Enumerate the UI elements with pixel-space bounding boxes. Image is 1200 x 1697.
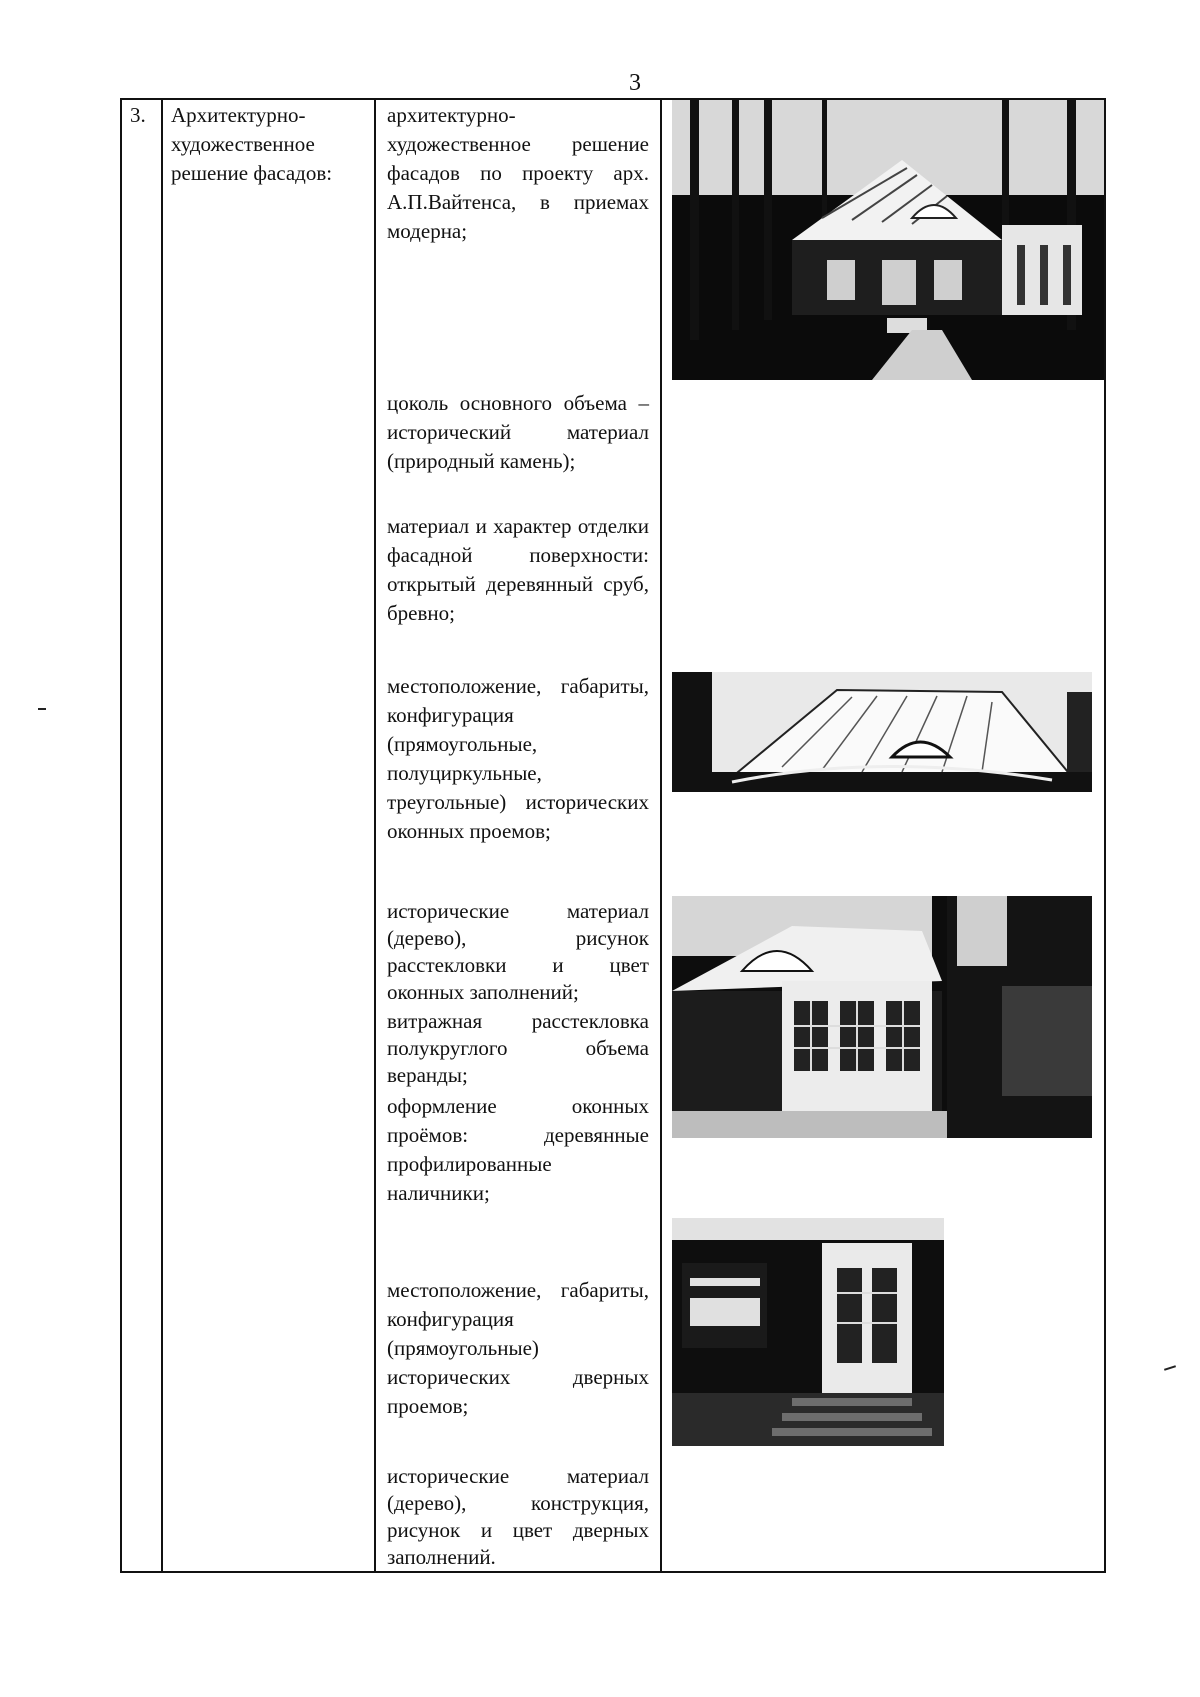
- protected-item-4: местоположение, габариты, конфигурация (прямоугольные, полуциркульные, треугольные) исторических оконных проемов;: [387, 674, 649, 843]
- row-name: Архитектурно-художественное решение фасадов:: [171, 103, 333, 185]
- protected-item-1: архитектурно-художественное решение фасадов по проекту арх. А.П.Вайтенса, в приемах модерна;: [387, 103, 649, 243]
- protected-item-3: материал и характер отделки фасадной поверхности: открытый деревянный сруб, бревно;: [387, 514, 649, 625]
- table-right-border: [1104, 98, 1106, 1573]
- protected-item-8: местоположение, габариты, конфигурация (прямоугольные) исторических дверных проемов;: [387, 1278, 649, 1418]
- protected-item-7: оформление оконных проёмов: деревянные профилированные наличники;: [387, 1094, 649, 1205]
- page-number: 3: [629, 70, 641, 96]
- veranda-windows-photo: [672, 896, 1092, 1138]
- column-divider-3: [660, 98, 662, 1573]
- entrance-door-photo: [672, 1218, 944, 1446]
- protected-item-5: исторические материал (дерево), рисунок расстекловки и цвет оконных заполнений;: [387, 899, 649, 1004]
- roof-dormer-window-photo: [672, 672, 1092, 792]
- column-divider-2: [374, 98, 376, 1573]
- table-left-border: [120, 98, 122, 1573]
- house-facade-photo: [672, 100, 1104, 380]
- scan-mark: [38, 708, 46, 710]
- column-divider-1: [161, 98, 163, 1573]
- protected-item-2: цоколь основного объема – исторический материал (природный камень);: [387, 391, 649, 473]
- row-number: 3.: [130, 103, 146, 127]
- table-bottom-border: [120, 1571, 1106, 1573]
- scan-mark: [1164, 1365, 1176, 1371]
- protected-item-9: исторические материал (дерево), конструкция, рисунок и цвет дверных заполнений.: [387, 1464, 649, 1569]
- protected-item-6: витражная расстекловка полукруглого объема веранды;: [387, 1009, 649, 1087]
